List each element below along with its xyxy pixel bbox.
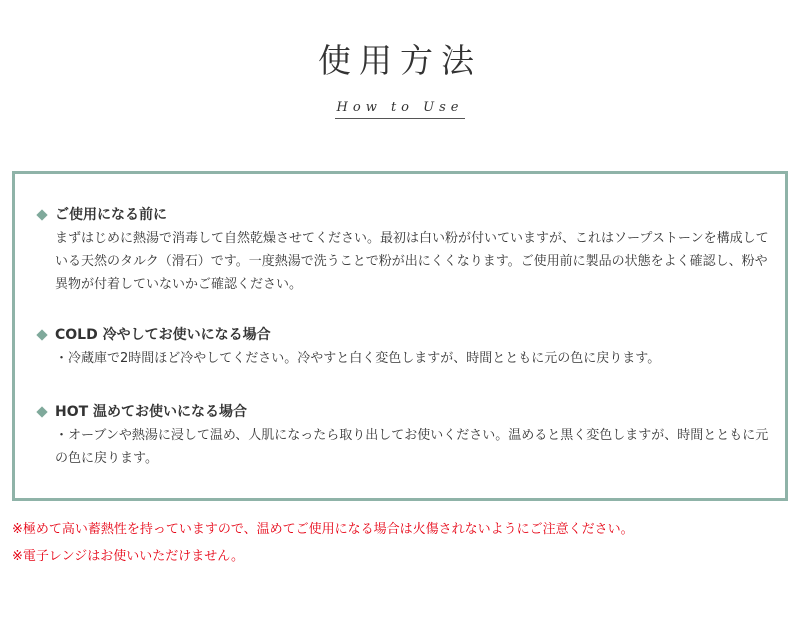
section-heading-text: COLD 冷やしてお使いになる場合: [55, 327, 271, 343]
section-heading: [35, 400, 775, 424]
section-hot: [35, 400, 775, 470]
section-body: ・冷蔵庫で2時間ほど冷やしてください。冷やすと白く変色しますが、時間とともに元の色に戻ります。: [55, 351, 661, 366]
caution-note: ※電子レンジはお使いいただけません。: [12, 549, 245, 564]
page-subtitle-text: How to Use: [336, 100, 464, 115]
diamond-bullet-icon: [36, 406, 47, 417]
page-title: 使用方法: [318, 41, 482, 80]
section-before-use: [35, 203, 775, 296]
subtitle-underline: [335, 118, 465, 119]
section-heading-text: HOT 温めてお使いになる場合: [55, 404, 248, 420]
diamond-bullet-icon: [36, 329, 47, 340]
diamond-bullet-icon: [36, 209, 47, 220]
instructions-box: [12, 171, 788, 501]
section-heading-text: ご使用になる前に: [55, 207, 167, 223]
page-subtitle: [0, 101, 800, 114]
caution-notes: [12, 516, 792, 570]
caution-note: ※極めて高い蓄熱性を持っていますので、温めてご使用になる場合は火傷されないようにご注意ください。: [12, 522, 634, 537]
section-body: ・オーブンや熱湯に浸して温め、人肌になったら取り出してお使いください。温めると黒く変色しますが、時間とともに元の色に戻ります。: [55, 428, 769, 466]
section-body: まずはじめに熱湯で消毒して自然乾燥させてください。最初は白い粉が付いていますが、これはソープストーンを構成している天然のタルク（滑石）です。一度熱湯で洗うことで粉が出にくくなります。ご使用前に製品の状態をよく確認し、粉や異物が付着していないかご確認ください。: [55, 231, 769, 292]
section-cold: [35, 323, 775, 370]
section-heading: [35, 323, 775, 347]
section-heading: [35, 203, 775, 227]
